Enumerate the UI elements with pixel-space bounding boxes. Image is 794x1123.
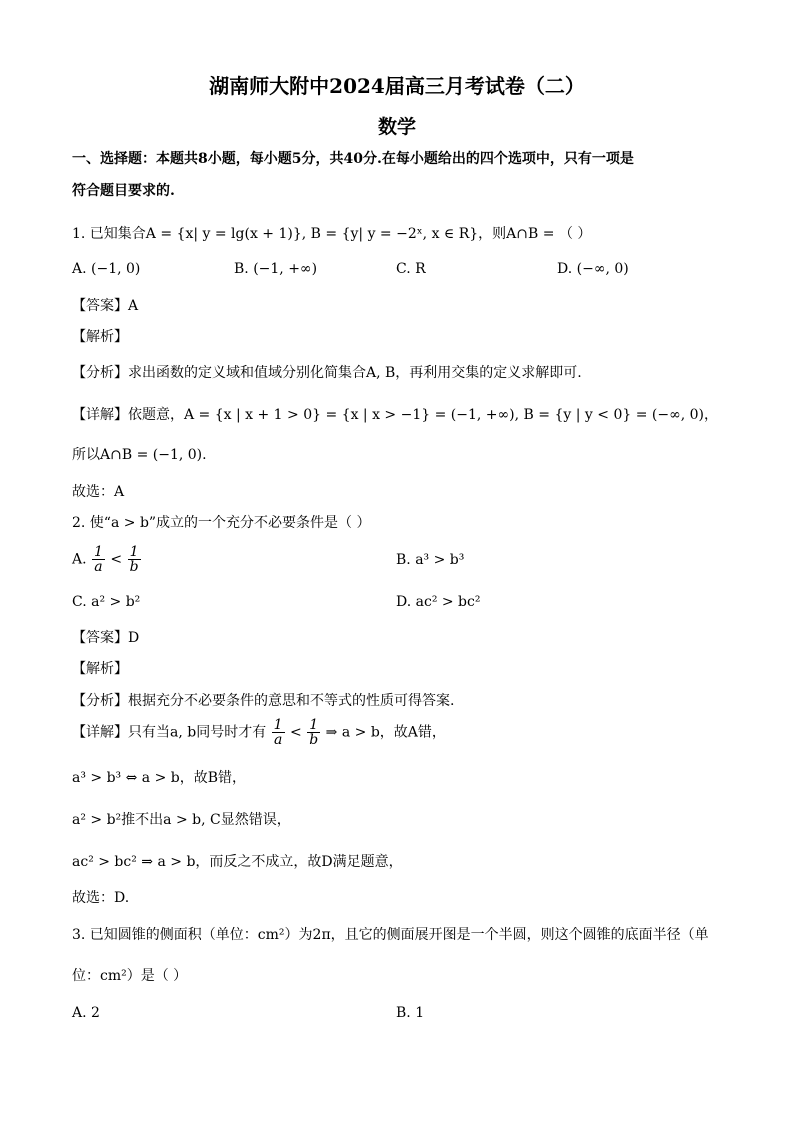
q2-choice: 故选：D. xyxy=(72,890,130,906)
denominator: a xyxy=(94,559,103,575)
fraction xyxy=(307,718,320,747)
q1-xiangjie: 【详解】依题意，A = {x | x + 1 > 0} = {x | x > −1} = (−1, +∞), B = {y | y < 0} = (−∞, 0)， xyxy=(72,407,719,423)
q2-stem: 2. 使“a > b”成立的一个充分不必要条件是（ ） xyxy=(72,515,371,531)
q1-choice: 故选：A xyxy=(72,484,125,500)
q1-conclusion: 所以A∩B = (−1, 0). xyxy=(72,447,207,463)
q2-option-a-label: A. xyxy=(72,551,87,568)
section-heading-line1: 一、选择题：本题共8小题，每小题5分，共40分.在每小题给出的四个选项中，只有一项是 xyxy=(72,151,634,167)
q2-xiangjie xyxy=(72,718,446,747)
page-title: 湖南师大附中2024届高三月考试卷（二） xyxy=(209,74,585,98)
q1-option-a: A. (−1, 0) xyxy=(72,261,141,277)
less-than: < xyxy=(290,724,302,741)
q1-analysis-label: 【解析】 xyxy=(72,329,128,345)
q3-stem-line1: 3. 已知圆锥的侧面积（单位：cm²）为2π，且它的侧面展开图是一个半圆，则这个圆锥的底面半径（单 xyxy=(72,927,709,943)
q1-answer: 【答案】A xyxy=(72,298,139,314)
q1-option-b: B. (−1, +∞) xyxy=(234,261,318,277)
q1-fenxi: 【分析】求出函数的定义域和值域分别化简集合A, B，再利用交集的定义求解即可. xyxy=(72,365,582,381)
section-heading-line2: 符合题目要求的. xyxy=(72,183,175,199)
q2-analysis-label: 【解析】 xyxy=(72,661,128,677)
q3-option-a: A. 2 xyxy=(72,1005,100,1021)
numerator: 1 xyxy=(307,718,320,733)
q2-option-c: C. a² > b² xyxy=(72,594,141,610)
q2-line-b: a³ > b³ ⇔ a > b，故B错， xyxy=(72,770,247,786)
q2-xiangjie-pre: 【详解】只有当a, b同号时才有 xyxy=(72,724,267,741)
q1-option-c: C. R xyxy=(396,261,426,277)
numerator: 1 xyxy=(273,717,283,733)
q2-line-d: ac² > bc² ⇒ a > b，而反之不成立，故D满足题意， xyxy=(72,854,403,870)
q2-xiangjie-post: ⇒ a > b，故A错， xyxy=(325,724,446,741)
fraction xyxy=(272,718,285,747)
page-subtitle: 数学 xyxy=(377,116,416,138)
q3-option-b: B. 1 xyxy=(396,1005,425,1021)
q1-option-d: D. (−∞, 0) xyxy=(557,261,629,277)
numerator: 1 xyxy=(128,545,141,560)
q2-answer: 【答案】D xyxy=(72,630,140,646)
fraction xyxy=(128,545,141,574)
q2-option-d: D. ac² > bc² xyxy=(396,594,481,610)
numerator: 1 xyxy=(94,544,103,560)
q2-option-b: B. a³ > b³ xyxy=(396,552,465,568)
less-than: < xyxy=(110,551,123,568)
denominator: b xyxy=(309,732,319,748)
fraction xyxy=(92,545,105,574)
q1-stem: 1. 已知集合A = {x| y = lg(x + 1)}, B = {y| y = −2ˣ, x ∈ R}，则A∩B = （ ） xyxy=(72,226,592,242)
q3-stem-line2: 位：cm²）是（ ） xyxy=(72,968,188,984)
q2-option-a xyxy=(72,545,142,574)
q2-fenxi: 【分析】根据充分不必要条件的意思和不等式的性质可得答案. xyxy=(72,693,455,709)
denominator: a xyxy=(273,732,283,748)
denominator: b xyxy=(129,559,139,575)
q2-line-c: a² > b²推不出a > b, C显然错误， xyxy=(72,812,291,828)
